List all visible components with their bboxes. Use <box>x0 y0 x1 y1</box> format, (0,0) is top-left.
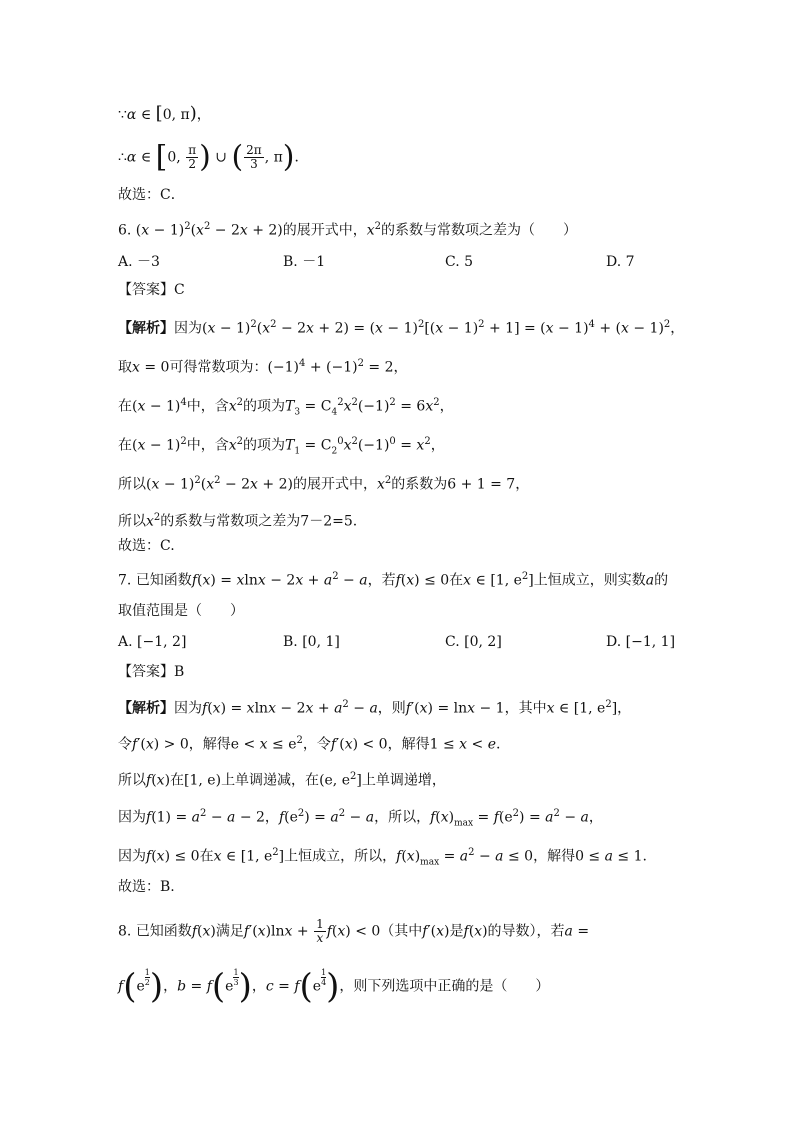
q7-option-b: B. [0, 1] <box>283 634 340 650</box>
q7-analysis-4: 因为$f(1) = a^2 - a - 2$，$f(e^2) = a^2 - a$，所以，$f(x)_{max} = f(e^2) = a^2 - a$， <box>118 808 603 829</box>
q6-analysis-3: 在$(x - 1)^4$中，含$x^2$的项为$T_3 = C_4^2x^2(-1)^2 = 6x^2$， <box>118 397 454 418</box>
q6-analysis-2: 取x = 0可得常数项为：$(-1)^4 + (-1)^2 = 2$， <box>118 358 408 376</box>
q7-answer: 【答案】B <box>118 664 185 680</box>
q7-analysis-1: 【解析】因为$f(x) = xlnx - 2x + a^2 - a$，则f′(x) = lnx − 1，其中x ∈ [1, $e^2$]， <box>118 699 632 717</box>
q7-analysis-5: 因为f(x) ≤ 0在x ∈ [1, $e^2$]上恒成立，所以，$f(x)_{max} = a^2 - a \le 0$，解得0 ≤ a ≤ 1. <box>118 847 647 868</box>
alpha-domain-line: ∵α ∈ [0, π)， <box>118 103 211 124</box>
q6-stem: 6. $(x - 1)^2(x^2 - 2x + 2)$的展开式中，$x^2$的系数与常数项之差为（ ） <box>118 221 578 239</box>
therefore-symbol: ∴ <box>118 149 127 166</box>
q8-stem-1: 8. 已知函数f(x)满足f′(x)lnx + $\frac{1}{x}$ f(x) < 0（其中f′(x)是f(x)的导数），若a = <box>118 917 590 945</box>
q7-stem-2: 取值范围是（ ） <box>118 603 244 619</box>
q7-stem-1: 7. 已知函数$f(x) = xlnx - 2x + a^2 - a$，若f(x) ≤ 0在x ∈ [1, $e^2$]上恒成立，则实数a的 <box>118 571 669 589</box>
q6-choice: 故选：C. <box>118 538 175 554</box>
q7-option-a: A. [−1, 2] <box>118 634 187 650</box>
q8-stem-2: f(e $\frac{1}{2}$ )，b = f(e $\frac{1}{3}$ )，c = f(e $\frac{1}{4}$ )，则下列选项中正确的是（ ） <box>118 966 550 1007</box>
top-choice: 故选：C． <box>118 187 185 203</box>
q6-analysis-4: 在$(x - 1)^2$中，含$x^2$的项为$T_1 = C_2^0x^2(-1)^0 = x^2$， <box>118 436 445 457</box>
q6-answer: 【答案】C <box>118 282 185 298</box>
q7-analysis-3: 所以f(x)在[1, e)上单调递减，在(e, $e^2$]上单调递增， <box>118 771 446 789</box>
q6-option-a: A. －3 <box>118 254 160 270</box>
q7-option-d: D. [−1, 1] <box>606 634 676 650</box>
q6-option-b: B. －1 <box>283 254 326 270</box>
q6-option-d: D. 7 <box>606 254 635 270</box>
q6-analysis-1: 【解析】因为$(x - 1)^2(x^2 - 2x + 2) = (x - 1)^2[(x - 1)^2 + 1] = (x - 1)^4 + (x - 1)^2$， <box>118 319 685 337</box>
q6-analysis-6: 所以$x^2$的系数与常数项之差为7－2=5. <box>118 512 358 530</box>
q6-analysis-5: 所以$(x - 1)^2(x^2 - 2x + 2)$的展开式中，$x^2$的系数为6 + 1 = 7， <box>118 475 530 493</box>
q7-choice: 故选：B. <box>118 879 175 895</box>
q7-analysis-2: 令f′(x) > 0，解得$e < x \le e^2$，令f′(x) < 0，解得1 ≤ x < e. <box>118 735 501 753</box>
q7-option-c: C. [0, 2] <box>445 634 502 650</box>
q6-option-c: C. 5 <box>445 254 474 270</box>
because-symbol: ∵ <box>118 107 127 123</box>
alpha-range-line: ∴α ∈ [0, $\frac{\pi}{2}$ ) ∪ ( $\frac{2\pi}{3}$ , π)． <box>118 139 309 175</box>
